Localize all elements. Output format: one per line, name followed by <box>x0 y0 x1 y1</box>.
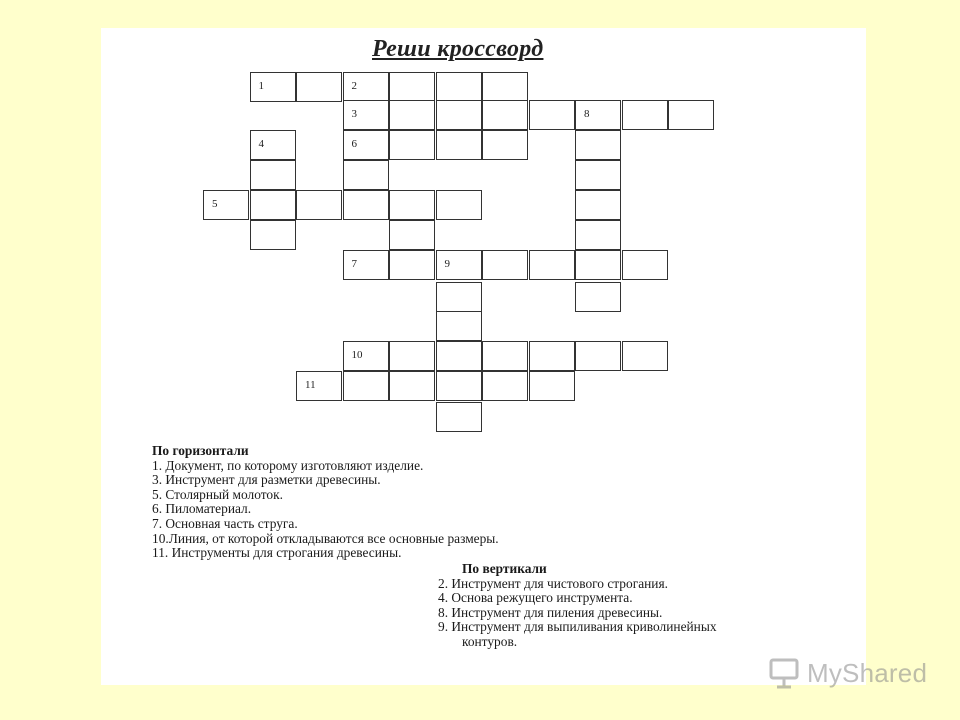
crossword-cell[interactable] <box>622 100 668 130</box>
crossword-cell[interactable] <box>343 371 389 401</box>
crossword-cell[interactable] <box>622 341 668 371</box>
crossword-cell[interactable] <box>343 341 389 371</box>
crossword-cell[interactable] <box>436 341 482 371</box>
cell-number: 11 <box>305 379 316 391</box>
crossword-cell[interactable] <box>436 311 482 341</box>
crossword-cell[interactable] <box>389 190 435 220</box>
crossword-cell[interactable] <box>389 220 435 250</box>
down-heading: По вертикали <box>462 561 547 576</box>
crossword-cell[interactable] <box>389 72 435 102</box>
crossword-cell[interactable] <box>436 190 482 220</box>
cell-number: 7 <box>351 258 357 270</box>
crossword-cell[interactable] <box>343 130 389 160</box>
cell-number: 9 <box>444 258 450 270</box>
across-clue-10: 10.Линия, от которой откладываются все основные размеры. <box>152 530 499 546</box>
across-clue-5: 5. Столярный молоток. <box>152 486 283 502</box>
crossword-cell[interactable] <box>436 72 482 102</box>
crossword-cell[interactable] <box>296 371 342 401</box>
cell-number: 1 <box>258 80 264 92</box>
crossword-cell[interactable] <box>482 100 528 130</box>
crossword-cell[interactable] <box>343 190 389 220</box>
crossword-cell[interactable] <box>529 341 575 371</box>
crossword-cell[interactable] <box>436 130 482 160</box>
crossword-cell[interactable] <box>436 402 482 432</box>
down-clues <box>438 562 717 650</box>
crossword-cell[interactable] <box>668 100 714 130</box>
across-clue-7: 7. Основная часть струга. <box>152 515 298 531</box>
crossword-cell[interactable] <box>389 371 435 401</box>
crossword-cell[interactable] <box>529 100 575 130</box>
crossword-cell[interactable] <box>482 72 528 102</box>
across-clues <box>152 444 499 561</box>
across-clue-11: 11. Инструменты для строгания древесины. <box>152 545 402 561</box>
cell-number: 2 <box>351 80 357 92</box>
crossword-cell[interactable] <box>529 371 575 401</box>
crossword-cell[interactable] <box>436 282 482 312</box>
across-heading: По горизонтали <box>152 443 249 458</box>
crossword-cell[interactable] <box>575 160 621 190</box>
crossword-cell[interactable] <box>343 160 389 190</box>
crossword-cell[interactable] <box>250 190 296 220</box>
cell-number: 8 <box>584 108 590 120</box>
across-clue-1: 1. Документ, по которому изготовляют изделие. <box>152 457 424 473</box>
crossword-cell[interactable] <box>575 341 621 371</box>
across-clue-3: 3. Инструмент для разметки древесины. <box>152 472 381 488</box>
cell-number: 5 <box>212 198 218 210</box>
cell-number: 6 <box>351 138 357 150</box>
down-clue-2: 2. Инструмент для чистового строгания. <box>438 575 668 591</box>
crossword-cell[interactable] <box>575 130 621 160</box>
crossword-cell[interactable] <box>343 100 389 130</box>
watermark <box>768 656 927 690</box>
crossword-title: Реши кроссворд <box>372 36 544 62</box>
crossword-cell[interactable] <box>482 341 528 371</box>
crossword-cell[interactable] <box>575 190 621 220</box>
crossword-cell[interactable] <box>436 100 482 130</box>
down-clue-4: 4. Основа режущего инструмента. <box>438 590 633 606</box>
watermark-text: MyShared <box>807 657 928 688</box>
down-clue-8: 8. Инструмент для пиления древесины. <box>438 604 663 620</box>
crossword-cell[interactable] <box>250 220 296 250</box>
crossword-cell[interactable] <box>482 250 528 280</box>
crossword-cell[interactable] <box>250 130 296 160</box>
crossword-cell[interactable] <box>529 250 575 280</box>
crossword-cell[interactable] <box>203 190 249 220</box>
crossword-cell[interactable] <box>389 250 435 280</box>
crossword-cell[interactable] <box>436 250 482 280</box>
crossword-cell[interactable] <box>389 100 435 130</box>
down-clue-9-continued: контуров. <box>462 633 518 649</box>
cell-number: 4 <box>258 138 264 150</box>
crossword-cell[interactable] <box>575 220 621 250</box>
cell-number: 3 <box>351 108 357 120</box>
crossword-cell[interactable] <box>389 341 435 371</box>
crossword-cell[interactable] <box>575 282 621 312</box>
crossword-cell[interactable] <box>250 160 296 190</box>
crossword-cell[interactable] <box>482 130 528 160</box>
crossword-cell[interactable] <box>575 250 621 280</box>
crossword-cell[interactable] <box>622 250 668 280</box>
presentation-icon <box>768 656 802 690</box>
across-clue-6: 6. Пиломатериал. <box>152 501 252 517</box>
crossword-cell[interactable] <box>389 130 435 160</box>
down-clue-9: 9. Инструмент для выпиливания криволинейных <box>438 619 717 635</box>
cell-number: 10 <box>351 349 363 361</box>
crossword-cell[interactable] <box>296 190 342 220</box>
crossword-cell[interactable] <box>436 371 482 401</box>
crossword-cell[interactable] <box>482 371 528 401</box>
crossword-cell[interactable] <box>343 250 389 280</box>
crossword-cell[interactable] <box>575 100 621 130</box>
crossword-cell[interactable] <box>296 72 342 102</box>
crossword-cell[interactable] <box>250 72 296 102</box>
crossword-cell[interactable] <box>343 72 389 102</box>
